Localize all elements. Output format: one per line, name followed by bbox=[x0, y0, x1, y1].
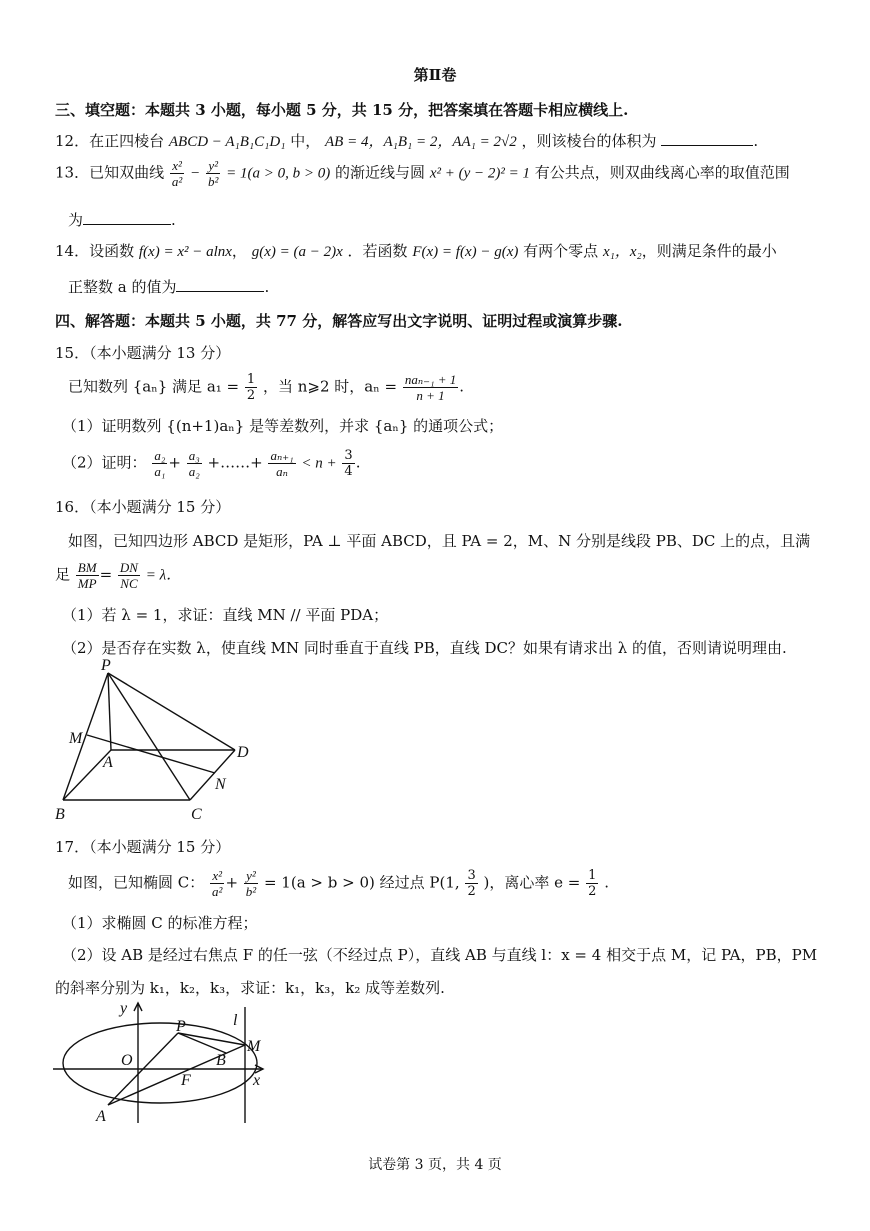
question-13: 13．已知双曲线 $\frac{\text{x²}}{\text{a²}}$ − $\frac{\text{y²}}{\text{b²}}$ = 1(a > 0, b > 0) 的渐近线与圆 x² + (y − 2)² = 1 有公共点，则双曲线离心率的取值范围 bbox=[55, 158, 790, 189]
edge-PA bbox=[108, 673, 111, 750]
q17-title: 17．（本小题满分 15 分） bbox=[55, 838, 231, 856]
q13-condition: = 1(a > 0, b > 0) bbox=[226, 165, 331, 182]
fraction: $\frac{1}{2}$ bbox=[588, 868, 597, 899]
q17-part2-line2: 的斜率分别为 k₁，k₂，k₃，求证：k₁，k₃，k₂ 成等差数列. bbox=[55, 979, 445, 997]
q17-stem-d: . bbox=[604, 873, 609, 892]
segment-PM bbox=[178, 1033, 245, 1045]
q15-part2-prefix: （2）证明： bbox=[62, 453, 147, 472]
q14-g: g(x) = (a − 2)x bbox=[251, 244, 343, 260]
edge-CD bbox=[190, 750, 235, 800]
q17-stem-b: = 1(a > b > 0) 经过点 P(1, bbox=[263, 873, 460, 892]
label-l: l bbox=[233, 1012, 238, 1029]
q14-suffix: 有两个零点 bbox=[523, 242, 599, 260]
edge-PD bbox=[108, 673, 235, 750]
q12-suffix: ，则该棱台的体积为 bbox=[521, 132, 657, 150]
fraction: $\frac{\text{y²}}{\text{b²}}$ bbox=[207, 158, 219, 189]
q16-stem: 如图，已知四边形 ABCD 是矩形，PA ⊥ 平面 ABCD，且 PA = 2，M、N 分别是线段 PB、DC 上的点，且满 bbox=[68, 532, 811, 550]
fraction: $\frac{\text{naₙ₋₁ + 1}}{n + 1}$ bbox=[404, 372, 457, 403]
section-3-heading: 三、填空题：本题共 3 小题，每小题 5 分，共 15 分，把答案填在答题卡相应横线上. bbox=[55, 101, 629, 119]
fraction: $\frac{\text{a₃}}{\text{a₂}}$ bbox=[188, 448, 200, 479]
q13-line2-text: 为 bbox=[68, 211, 84, 229]
question-14-line2: 正整数 a 的值为 . bbox=[68, 278, 270, 296]
label-y: y bbox=[120, 1000, 128, 1017]
fraction: $\frac{BM}{MP}$ bbox=[77, 560, 97, 591]
q12-mid: 中， bbox=[290, 132, 321, 150]
q14-zeros: x₁，x₂ bbox=[602, 244, 642, 260]
q15-stem-b: ，当 n⩾2 时，aₙ = bbox=[262, 377, 398, 396]
q17-stem: 如图，已知椭圆 C： $\frac{\text{x²}}{\text{a²}}$ + $\frac{\text{y²}}{\text{b²}}$ = 1(a > b > 0) 经过点 P(1, $\frac{3}{2}$ )，离心率 e = $\frac{1}{2}$ . bbox=[68, 868, 609, 899]
q12-frustum: ABCD − A₁B₁C₁D₁ bbox=[168, 134, 286, 150]
label-N: N bbox=[215, 776, 226, 793]
q13-mid: 的渐近线与圆 bbox=[335, 163, 426, 182]
q15-part2: （2）证明： $\frac{\text{a₂}}{\text{a₁}}$ + $\frac{\text{a₃}}{\text{a₂}}$ +……+ $\frac{\text{aₙ₊₁}}{\text{aₙ}}$ < n + $\frac{3}{4}$ . bbox=[62, 448, 361, 479]
q15-sum-ellipsis: +……+ bbox=[207, 453, 263, 472]
q14-mid: ．若函数 bbox=[347, 242, 408, 260]
fraction: $\frac{\text{x²}}{\text{a²}}$ bbox=[171, 158, 183, 189]
label-B: B bbox=[216, 1052, 226, 1069]
q15-title: 15．（本小题满分 13 分） bbox=[55, 344, 231, 362]
q16-part1: （1）若 λ = 1，求证：直线 MN // 平面 PDA； bbox=[62, 606, 389, 624]
label-F: F bbox=[181, 1072, 191, 1089]
fraction: $\frac{\text{y²}}{\text{b²}}$ bbox=[245, 868, 257, 899]
q15-part1: （1）证明数列 {(n+1)aₙ} 是等差数列，并求 {aₙ} 的通项公式； bbox=[62, 417, 504, 435]
q16-part2: （2）是否存在实数 λ，使直线 MN 同时垂直于直线 PB，直线 DC？如果有请求出 λ 的值，否则请说明理由. bbox=[62, 639, 787, 657]
q13-suffix: 有公共点，则双曲线离心率的取值范围 bbox=[534, 163, 790, 182]
q14-prefix: 14．设函数 bbox=[55, 242, 135, 260]
question-13-line2: 为 . bbox=[68, 211, 176, 229]
label-M: M bbox=[69, 730, 83, 747]
q14-tail: ，则满足条件的最小 bbox=[641, 242, 777, 260]
fraction: $\frac{\text{aₙ₊₁}}{\text{aₙ}}$ bbox=[270, 448, 294, 479]
q16-stem2-suffix: = λ． bbox=[145, 567, 182, 584]
question-12: 12．在正四棱台 ABCD − A₁B₁C₁D₁ 中， AB = 4，A₁B₁ = 2，AA₁ = 2√2 ，则该棱台的体积为 . bbox=[55, 132, 759, 150]
fraction: $\frac{\text{a₂}}{\text{a₁}}$ bbox=[154, 448, 166, 479]
label-B: B bbox=[55, 806, 65, 823]
question-14: 14．设函数 f(x) = x² − alnx， g(x) = (a − 2)x ．若函数 F(x) = f(x) − g(x) 有两个零点 x₁，x₂，则满足条件的最小 bbox=[55, 242, 777, 260]
fraction: $\frac{1}{2}$ bbox=[246, 372, 256, 403]
fraction: $\frac{\text{x²}}{\text{a²}}$ bbox=[212, 868, 223, 899]
q13-circle: x² + (y − 2)² = 1 bbox=[429, 165, 531, 182]
answer-blank bbox=[661, 131, 753, 146]
edge-PC bbox=[108, 673, 190, 800]
label-O: O bbox=[121, 1052, 133, 1069]
ellipse-figure bbox=[48, 995, 283, 1127]
label-A: A bbox=[96, 1108, 106, 1125]
page-footer: 试卷第 3 页，共 4 页 bbox=[368, 1157, 502, 1173]
label-M: M bbox=[247, 1038, 261, 1055]
label-x: x bbox=[253, 1072, 261, 1089]
pyramid-figure bbox=[55, 655, 270, 825]
q13-prefix: 13．已知双曲线 bbox=[55, 163, 165, 182]
segment-PB bbox=[178, 1033, 226, 1053]
answer-blank bbox=[176, 277, 264, 292]
q15-inequality: < n + bbox=[301, 455, 337, 472]
q16-stem-line2: 足 $\frac{BM}{MP}$ = $\frac{DN}{NC}$ = λ． bbox=[55, 560, 182, 591]
label-C: C bbox=[191, 806, 202, 823]
q16-title: 16．（本小题满分 15 分） bbox=[55, 498, 231, 516]
q14-f: f(x) = x² − alnx bbox=[138, 244, 232, 260]
q16-stem2-prefix: 足 bbox=[55, 565, 71, 584]
q15-stem-a: 已知数列 {aₙ} 满足 a₁ = bbox=[68, 377, 240, 396]
q17-stem-c: )，离心率 e = bbox=[483, 873, 581, 892]
fraction: $\frac{3}{2}$ bbox=[467, 868, 476, 899]
ellipse bbox=[63, 1023, 257, 1103]
label-A: A bbox=[103, 754, 113, 771]
q12-conditions: AB = 4，A₁B₁ = 2，AA₁ = 2√2 bbox=[325, 134, 517, 150]
q17-part2: （2）设 AB 是经过右焦点 F 的任一弦（不经过点 P），直线 AB 与直线 l：x = 4 相交于点 M，记 PA，PB，PM bbox=[62, 946, 818, 964]
q12-prefix: 12．在正四棱台 bbox=[55, 132, 165, 150]
section-title: 第Ⅱ卷 bbox=[413, 66, 457, 84]
answer-blank bbox=[83, 210, 171, 225]
label-P: P bbox=[176, 1018, 186, 1035]
label-D: D bbox=[237, 744, 249, 761]
section-4-heading: 四、解答题：本题共 5 小题，共 77 分，解答应写出文字说明、证明过程或演算步骤. bbox=[55, 312, 623, 330]
fraction: $\frac{3}{4}$ bbox=[344, 448, 353, 479]
q17-part1: （1）求椭圆 C 的标准方程； bbox=[62, 914, 258, 932]
q15-stem: 已知数列 {aₙ} 满足 a₁ = $\frac{1}{2}$ ，当 n⩾2 时，aₙ = $\frac{\text{naₙ₋₁ + 1}}{n + 1}$ . bbox=[68, 372, 465, 403]
q14-line2-text: 正整数 a 的值为 bbox=[68, 278, 177, 296]
q14-F: F(x) = f(x) − g(x) bbox=[412, 244, 519, 260]
fraction: $\frac{DN}{NC}$ bbox=[119, 560, 138, 591]
label-P: P bbox=[101, 657, 111, 674]
q17-stem-a: 如图，已知椭圆 C： bbox=[68, 873, 205, 892]
